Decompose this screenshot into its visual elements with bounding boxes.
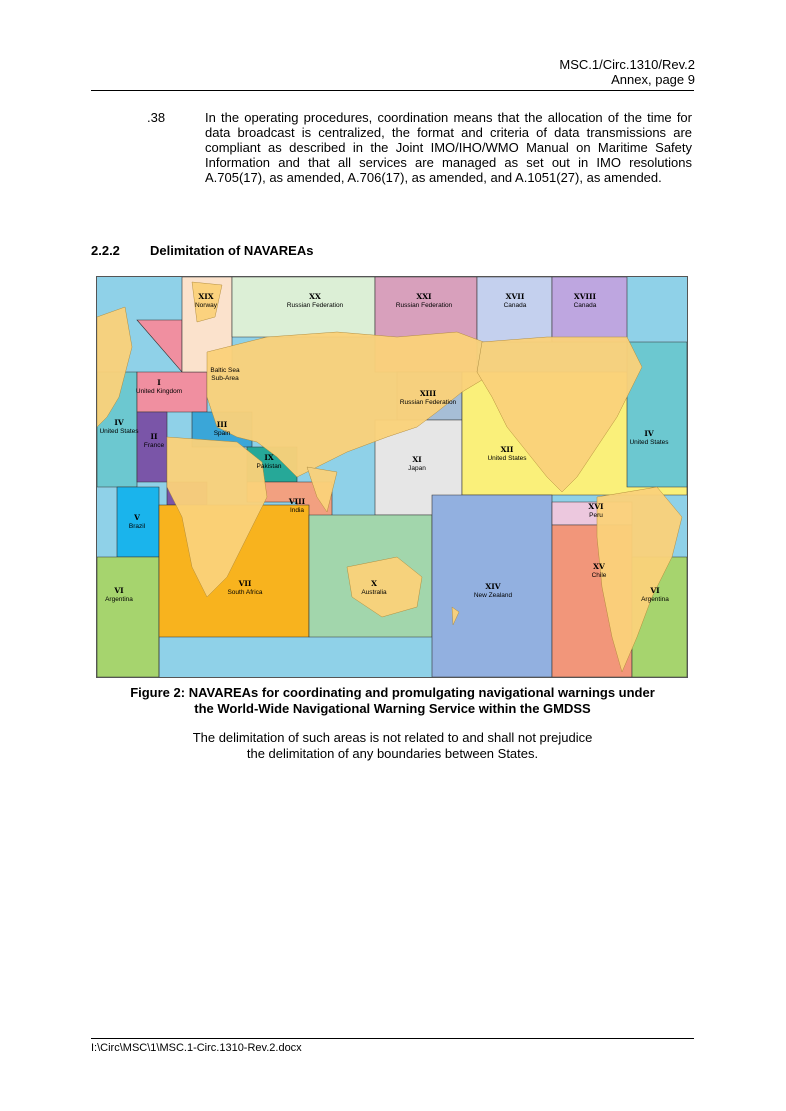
paragraph-number: .38 bbox=[147, 110, 166, 125]
area-name: Japan bbox=[408, 465, 426, 472]
document-header bbox=[559, 57, 695, 87]
area-numeral: III bbox=[216, 420, 228, 429]
area-numeral: IV bbox=[644, 429, 654, 438]
delimitation-note-line2: the delimitation of any boundaries between States. bbox=[246, 746, 539, 761]
baltic-sub-area-label-2: Sub-Area bbox=[211, 375, 239, 382]
area-name: Australia bbox=[361, 589, 387, 596]
area-numeral: XIII bbox=[419, 389, 437, 398]
navarea-map-svg bbox=[97, 277, 687, 677]
figure-caption bbox=[91, 685, 694, 717]
section-title: Delimitation of NAVAREAs bbox=[150, 243, 314, 258]
area-name: Spain bbox=[213, 430, 231, 437]
area-numeral: VI bbox=[650, 586, 660, 595]
area-numeral: XVII bbox=[505, 292, 525, 301]
area-name: United States bbox=[487, 455, 527, 462]
area-numeral: VI bbox=[114, 586, 124, 595]
header-rule bbox=[91, 90, 694, 91]
delimitation-note-line1: The delimitation of such areas is not related to and shall not prejudice bbox=[192, 730, 593, 745]
area-name: South Africa bbox=[227, 589, 263, 596]
area-numeral: XI bbox=[412, 455, 422, 464]
area-numeral: XX bbox=[309, 292, 321, 301]
figure-caption-line2: the World-Wide Navigational Warning Service within the GMDSS bbox=[194, 701, 591, 716]
area-name: Russian Federation bbox=[395, 302, 453, 309]
area-name: Russian Federation bbox=[286, 302, 344, 309]
area-name: United States bbox=[99, 428, 139, 435]
area-numeral: IX bbox=[264, 453, 274, 462]
footer-rule bbox=[91, 1038, 694, 1039]
area-name: United States bbox=[629, 439, 669, 446]
area-numeral: I bbox=[157, 378, 161, 387]
area-numeral: XVI bbox=[588, 502, 604, 511]
navarea-map bbox=[96, 276, 688, 678]
baltic-sub-area-label: Baltic Sea bbox=[210, 367, 240, 374]
area-numeral: XIX bbox=[198, 292, 214, 301]
area-numeral: XIV bbox=[485, 582, 501, 591]
section-number: 2.2.2 bbox=[91, 243, 120, 258]
area-name: Brazil bbox=[128, 523, 146, 530]
area-name: Chile bbox=[591, 572, 607, 579]
area-name: Canada bbox=[573, 302, 597, 309]
document-reference: MSC.1/Circ.1310/Rev.2 bbox=[559, 57, 695, 72]
area-name: Canada bbox=[503, 302, 527, 309]
delimitation-note bbox=[91, 730, 694, 762]
area-name: Argentina bbox=[105, 596, 133, 603]
area-XVIII bbox=[552, 277, 627, 342]
section-heading bbox=[91, 243, 314, 258]
area-numeral: XXI bbox=[416, 292, 432, 301]
area-name: Russian Federation bbox=[399, 399, 457, 406]
area-numeral: II bbox=[150, 432, 158, 441]
area-numeral: X bbox=[371, 579, 377, 588]
area-name: Pakistan bbox=[256, 463, 282, 470]
area-XVII bbox=[477, 277, 552, 342]
area-name: Argentina bbox=[641, 596, 669, 603]
area-V bbox=[117, 487, 159, 557]
area-name: France bbox=[143, 442, 165, 449]
paragraph-text: In the operating procedures, coordination means that the allocation of the time for data broadcast is centralized, the format and criteria of data transmissions are compliant as described in the Joint IMO/IHO/WMO Manual on Maritime Safety Information and that all services are managed as set out in IMO resolutions A.705(17), as amended, A.706(17), as amended, and A.1051(27), as amended. bbox=[205, 110, 692, 185]
area-name: Norway bbox=[194, 302, 218, 309]
area-VI-west bbox=[97, 557, 159, 677]
area-numeral: IV bbox=[114, 418, 124, 427]
area-name: United Kingdom bbox=[135, 388, 183, 395]
area-numeral: XVIII bbox=[573, 292, 597, 301]
area-numeral: VIII bbox=[288, 497, 306, 506]
area-numeral: V bbox=[134, 513, 140, 522]
area-numeral: VII bbox=[238, 579, 252, 588]
area-numeral: XII bbox=[500, 445, 514, 454]
area-name: Peru bbox=[589, 512, 603, 519]
figure-caption-line1: Figure 2: NAVAREAs for coordinating and promulgating navigational warnings under bbox=[130, 685, 655, 700]
area-name: New Zealand bbox=[473, 592, 513, 599]
area-name: India bbox=[289, 507, 305, 514]
area-numeral: XV bbox=[593, 562, 605, 571]
page-reference: Annex, page 9 bbox=[611, 72, 695, 87]
file-path: I:\Circ\MSC\1\MSC.1-Circ.1310-Rev.2.docx bbox=[91, 1042, 302, 1054]
